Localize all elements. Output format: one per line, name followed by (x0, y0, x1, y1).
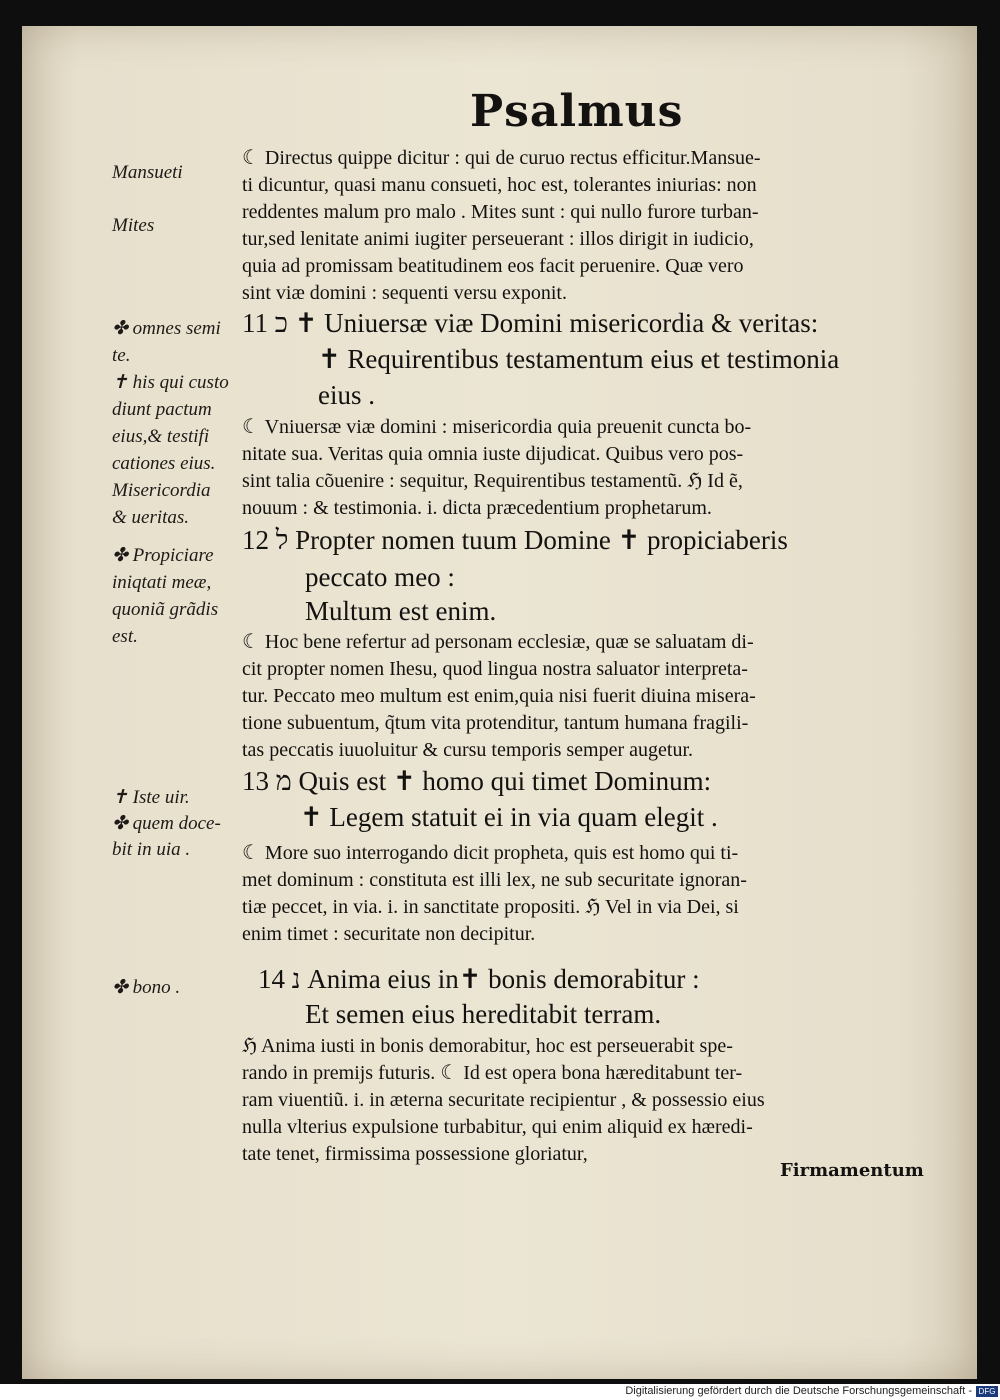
margin-note: ✤ Propiciare (112, 545, 214, 566)
footer-text: Digitalisierung gefördert durch die Deutsche Forschungsgemeinschaft - (625, 1385, 972, 1397)
margin-note: ✤ omnes semi (112, 318, 221, 339)
verse-line: 11 כ ✝ Uniuersæ viæ Domini misericordia & veritas: (242, 308, 819, 338)
margin-note: ✤ bono . (112, 977, 181, 998)
commentary-line: rando in premijs futuris. ☾ Id est opera bona hæreditabunt ter- (242, 1062, 743, 1084)
commentary-line: ti dicuntur, quasi manu consueti, hoc est, tolerantes iniurias: non (242, 174, 757, 196)
margin-note: & ueritas. (112, 507, 190, 528)
verse-line: Et semen eius hereditabit terram. (305, 999, 662, 1029)
commentary-line: ☾ Vniuersæ viæ domini : misericordia quia preuenit cuncta bo- (242, 416, 752, 438)
margin-note: diunt pactum (112, 399, 212, 420)
commentary-line: nouum : & testimonia. i. dicta præcedentium prophetarum. (242, 497, 712, 519)
commentary-line: sint talia cõuenire : sequitur, Requirentibus testamentũ. ℌ Id ẽ, (242, 470, 743, 492)
commentary-line: reddentes malum pro malo . Mites sunt : qui nullo furore turban- (242, 201, 759, 223)
verse-line: 14 נ Anima eius in✝ bonis demorabitur : (258, 964, 700, 994)
margin-note: bit in uia . (112, 839, 191, 860)
commentary-line: nulla vlterius expulsione turbabitur, qui enim aliquid ex hæredi- (242, 1116, 753, 1138)
verse-line: ✝ Legem statuit ei in via quam elegit . (300, 802, 718, 832)
verse-line: 12 ל Propter nomen tuum Domine ✝ propiciaberis (242, 525, 788, 555)
margin-note: ✝ Iste uir. (112, 787, 190, 808)
verse-line: 13 מ Quis est ✝ homo qui timet Dominum: (242, 766, 712, 796)
verse-line: ✝ Requirentibus testamentum eius et testimonia (318, 344, 840, 374)
catchword: Firmamentum (780, 1160, 924, 1181)
margin-note: Misericordia (112, 480, 211, 501)
dfg-logo: DFG (976, 1386, 998, 1397)
footer-bar (0, 1384, 1000, 1400)
running-header: Psalmus (470, 86, 684, 137)
margin-note: iniqtati meæ, (112, 572, 212, 593)
commentary-line: ℌ Anima iusti in bonis demorabitur, hoc est perseuerabit spe- (242, 1035, 733, 1057)
margin-note: eius,& testifi (112, 426, 210, 447)
commentary-line: nitate sua. Veritas quia omnia iuste dijudicat. Quibus vero pos- (242, 443, 744, 465)
commentary-line: ram viuentiũ. i. in æterna securitate recipientur , & possessio eius (242, 1089, 765, 1111)
margin-note: te. (112, 345, 131, 366)
verse-line: Multum est enim. (305, 596, 497, 626)
commentary-line: quia ad promissam beatitudinem eos facit peruenire. Quæ vero (242, 255, 744, 277)
commentary-line: sint viæ domini : sequenti versu exponit. (242, 282, 567, 304)
commentary-line: ☾ Hoc bene refertur ad personam ecclesiæ, quæ se saluatam di- (242, 631, 754, 653)
margin-note: ✝ his qui custo (112, 372, 229, 393)
commentary-line: tas peccatis iuuoluitur & cursu temporis semper augetur. (242, 739, 693, 761)
margin-note: quoniã grãdis (112, 599, 219, 620)
commentary-line: enim timet : securitate non decipitur. (242, 923, 536, 945)
commentary-line: tiæ peccet, in via. i. in sanctitate propositi. ℌ Vel in via Dei, si (242, 896, 739, 918)
margin-note: ✤ quem doce- (112, 813, 221, 834)
verse-line: eius . (318, 380, 375, 410)
commentary-line: met dominum : constituta est illi lex, ne sub securitate ignoran- (242, 869, 747, 891)
commentary-line: tur. Peccato meo multum est enim,quia nisi fuerit diuina misera- (242, 685, 756, 707)
margin-note: est. (112, 626, 138, 647)
margin-note: cationes eius. (112, 453, 216, 474)
commentary-line: ☾ Directus quippe dicitur : qui de curuo rectus efficitur.Mansue- (242, 147, 761, 169)
margin-note: Mansueti (112, 162, 183, 183)
commentary-line: ☾ More suo interrogando dicit propheta, quis est homo qui ti- (242, 842, 739, 864)
commentary-line: tur,sed lenitate animi iugiter perseuerant : illos dirigit in iudicio, (242, 228, 754, 250)
commentary-line: cit propter nomen Ihesu, quod lingua nostra saluator interpreta- (242, 658, 748, 680)
commentary-line: tate tenet, firmissima possessione gloriatur, (242, 1143, 588, 1165)
verse-line: peccato meo : (305, 562, 455, 592)
commentary-line: tione subuentum, q̃tum vita protenditur, tantum humana fragili- (242, 712, 749, 734)
margin-note: Mites (112, 215, 155, 236)
